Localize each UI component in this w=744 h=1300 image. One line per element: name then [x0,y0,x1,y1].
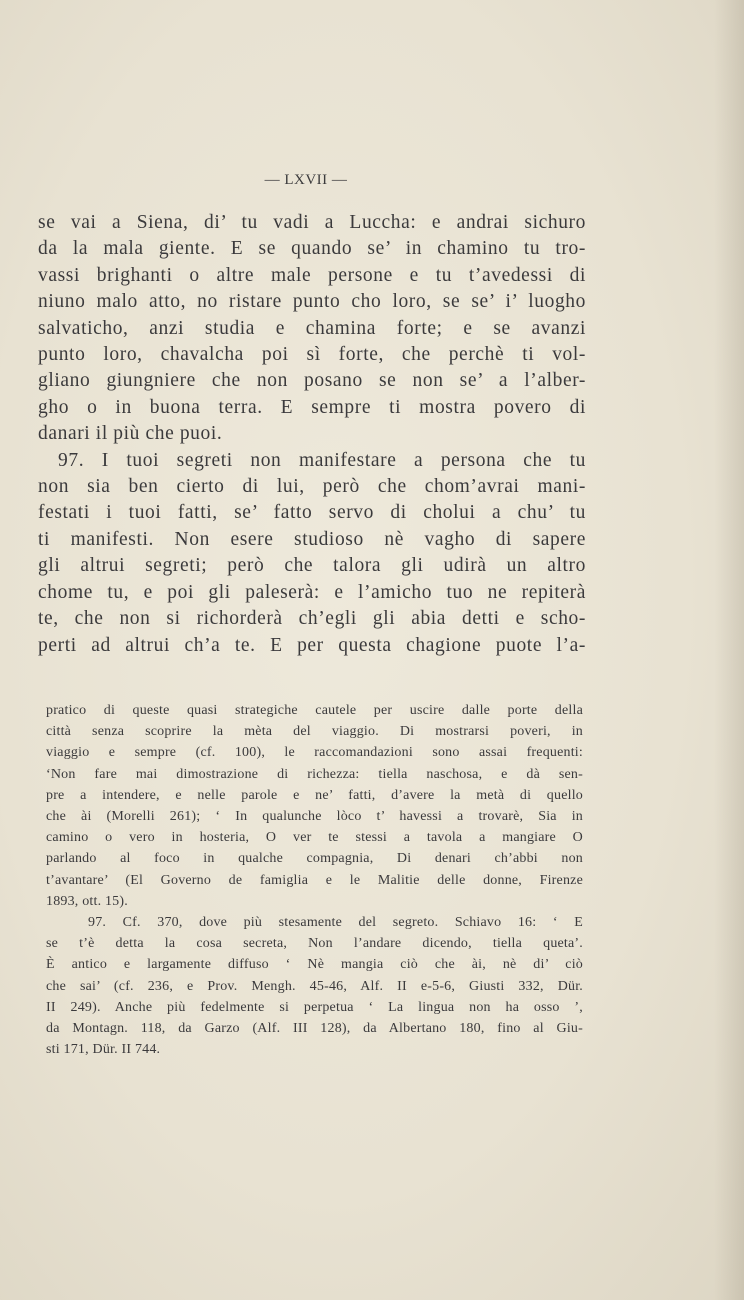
note-line: camino o vero in hosteria, O ver te stessi a tavola a mangiare O [46,830,583,846]
note-line: città senza scoprire la mèta del viaggio. Di mostrarsi poveri, in [46,724,583,740]
note-line: 1893, ott. 15). [46,893,128,909]
text-line: chome tu, e poi gli paleserà: e l’amicho tuo ne repiterà [38,581,586,603]
text-line: gho o in buona terra. E sempre ti mostra povero di [38,396,586,418]
note-line: pre a intendere, e nelle parole e ne’ fatti, d’avere la metà di quello [46,787,583,803]
text-line: punto loro, chavalcha poi sì forte, che perchè ti vol- [38,344,586,366]
note-line: che ài (Morelli 261); ‘ In qualunche lòco t’ havessi a trovarè, Sia in [46,809,583,825]
page-edge-shadow [714,0,744,1300]
text-line: te, che non si richorderà ch’egli gli abia detti e scho- [38,608,586,630]
main-text-block [38,210,586,659]
note-line: È antico e largamente diffuso ‘ Nè mangia ciò che ài, nè di’ ciò [46,957,583,973]
text-line: da la mala giente. E se quando se’ in chamino tu tro- [38,238,586,260]
text-line: ti manifesti. Non esere studioso nè vagho di sapere [38,528,586,550]
note-line: che sai’ (cf. 236, e Prov. Mengh. 45-46, Alf. II e-5-6, Giusti 332, Dür. [46,978,583,994]
footnotes-block [46,700,583,1060]
note-line: viaggio e sempre (cf. 100), le raccomandazioni sono assai frequenti: [46,745,583,761]
note-line: ‘Non fare mai dimostrazione di richezza: tiella naschosa, e dà sen- [46,766,583,782]
text-line: 97. I tuoi segreti non manifestare a persona che tu [58,449,586,471]
note-line: sti 171, Dür. II 744. [46,1042,161,1058]
text-line: non sia ben cierto di lui, però che chom’avrai mani- [38,476,586,498]
text-line: niuno malo atto, no ristare punto cho loro, se se’ i’ luogho [38,291,586,313]
text-line: vassi brighanti o altre male persone e tu t’avedessi di [38,264,586,286]
note-line: se t’è detta la cosa secreta, Non l’andare dicendo, tiella queta’. [46,936,583,952]
text-line: gliano giungniere che non posano se non se’ a l’alber- [38,370,586,392]
note-line: t’avantare’ (El Governo de famiglia e le Malitie delle donne, Firenze [46,872,583,888]
note-line: da Montagn. 118, da Garzo (Alf. III 128), da Albertano 180, fino al Giu- [46,1021,583,1037]
text-line: se vai a Siena, di’ tu vadi a Luccha: e andrai sichuro [38,212,586,233]
text-line: salvaticho, anzi studia e chamina forte; e se avanzi [38,317,586,339]
note-line: II 249). Anche più fedelmente si perpetua ‘ La lingua non ha osso ’, [46,999,583,1015]
text-line: festati i tuoi fatti, se’ fatto servo di cholui a chu’ tu [38,502,586,524]
note-line: parlando al foco in qualche compagnia, Di denari ch’abbi non [46,851,583,867]
text-line: gli altrui segreti; però che talora gli udirà un altro [38,555,586,577]
text-line: danari il più che puoi. [38,423,223,445]
note-line: 97. Cf. 370, dove più stesamente del segreto. Schiavo 16: ‘ E [88,915,583,931]
page-number: — LXVII — [264,172,348,188]
text-line: perti ad altrui ch’a te. E per questa chagione puote l’a- [38,634,586,656]
note-line: pratico di queste quasi strategiche cautele per uscire dalle porte della [46,703,583,718]
